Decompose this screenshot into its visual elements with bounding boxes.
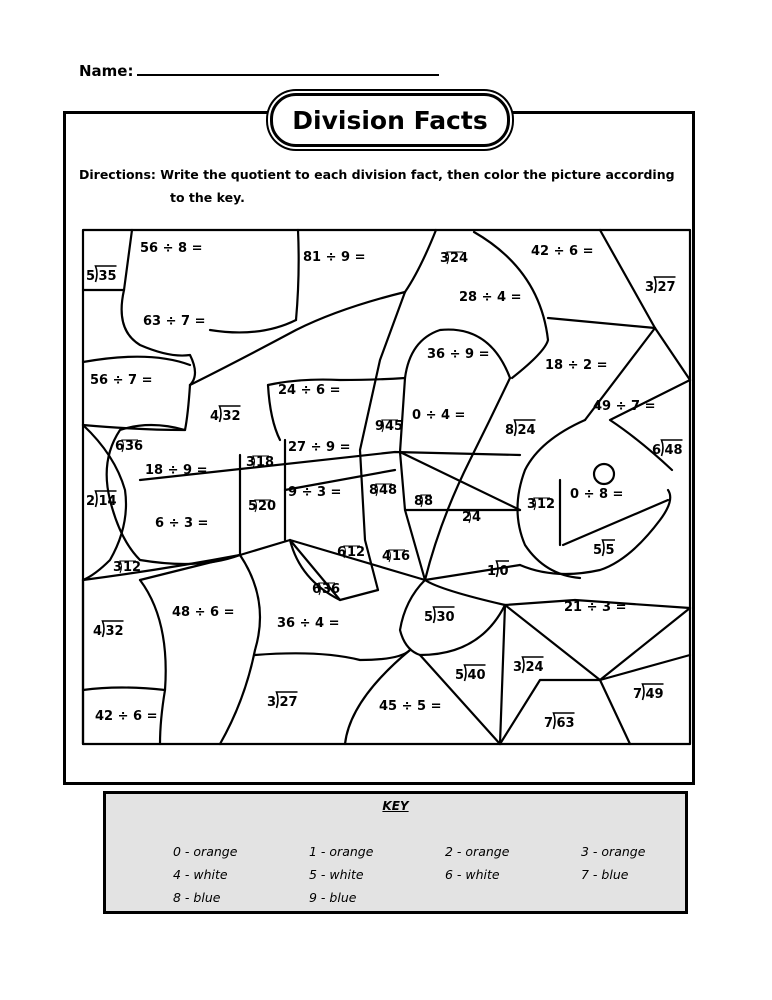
problem-label: 0 ÷ 8 = — [570, 487, 624, 502]
dividend: 35 — [98, 269, 117, 284]
divisor: 8 — [369, 483, 379, 498]
long-division-problem — [115, 439, 143, 454]
problem-label: 45 ÷ 5 = — [379, 699, 442, 714]
key-item: 0 - orange — [173, 844, 238, 859]
dividend: 12 — [537, 497, 556, 512]
divisor: 2 — [462, 510, 472, 525]
dividend: 30 — [436, 610, 455, 625]
long-division-problem — [86, 266, 117, 284]
long-division-problem — [369, 483, 397, 498]
problem-label: 63 ÷ 7 = — [143, 314, 206, 329]
dividend: 27 — [279, 695, 298, 710]
divisor: 4 — [93, 624, 103, 639]
long-division-problem — [652, 440, 683, 458]
dividend: 48 — [664, 443, 683, 458]
problem-label: 56 ÷ 8 = — [140, 241, 203, 256]
dividend: 63 — [556, 716, 575, 731]
problem-label: 6 ÷ 3 = — [155, 516, 209, 531]
divisor: 5 — [424, 610, 434, 625]
dividend: 12 — [347, 545, 366, 560]
dividend: 32 — [105, 624, 124, 639]
dividend: 45 — [385, 419, 404, 434]
long-division-problem — [414, 494, 433, 509]
key-item: 6 - white — [445, 867, 500, 882]
problem-label: 18 ÷ 9 = — [145, 463, 208, 478]
divisor: 5 — [86, 269, 96, 284]
problem-label: 27 ÷ 9 = — [288, 440, 351, 455]
problem-label: 9 ÷ 3 = — [288, 485, 342, 500]
long-division-problem — [375, 419, 403, 434]
divisor: 8 — [505, 423, 515, 438]
long-division-problem — [513, 657, 544, 675]
divisor: 6 — [312, 582, 322, 597]
long-division-problem — [645, 277, 676, 295]
long-division-problem — [312, 582, 340, 597]
divisor: 3 — [527, 497, 537, 512]
dividend: 49 — [645, 687, 664, 702]
long-division-problem — [593, 540, 615, 558]
dividend: 24 — [517, 423, 536, 438]
name-label: Name: — [79, 62, 134, 80]
key-item: 4 - white — [173, 867, 228, 882]
key-item: 1 - orange — [309, 844, 374, 859]
problem-label: 81 ÷ 9 = — [303, 250, 366, 265]
divisor: 7 — [633, 687, 643, 702]
problem-label: 42 ÷ 6 = — [95, 709, 158, 724]
divisor: 3 — [113, 560, 123, 575]
problem-label: 42 ÷ 6 = — [531, 244, 594, 259]
long-division-problem — [455, 665, 486, 683]
dividend: 0 — [499, 564, 509, 579]
divisor: 8 — [414, 494, 424, 509]
divisor: 3 — [513, 660, 523, 675]
long-division-problem — [86, 491, 117, 509]
problem-label: 18 ÷ 2 = — [545, 358, 608, 373]
divisor: 4 — [210, 409, 220, 424]
dividend: 18 — [256, 455, 275, 470]
divisor: 3 — [246, 455, 256, 470]
page-title: Division Facts — [270, 93, 510, 147]
key-item: 2 - orange — [445, 844, 510, 859]
key-title: KEY — [382, 799, 409, 813]
divisor: 5 — [455, 668, 465, 683]
long-division-problem — [246, 455, 274, 470]
dividend: 36 — [125, 439, 144, 454]
divisor: 3 — [267, 695, 277, 710]
divisor: 3 — [645, 280, 655, 295]
dividend: 48 — [379, 483, 398, 498]
problem-label: 36 ÷ 9 = — [427, 347, 490, 362]
dividend: 12 — [123, 560, 142, 575]
divisor: 6 — [115, 439, 125, 454]
long-division-problem — [424, 607, 455, 625]
dividend: 27 — [657, 280, 676, 295]
long-division-problem — [113, 560, 141, 575]
long-division-problem — [440, 251, 468, 266]
divisor: 5 — [248, 499, 258, 514]
dividend: 16 — [392, 549, 411, 564]
directions-line-2: to the key. — [170, 190, 245, 205]
problem-label: 24 ÷ 6 = — [278, 383, 341, 398]
problem-label: 36 ÷ 4 = — [277, 616, 340, 631]
long-division-problem — [544, 713, 575, 731]
long-division-problem — [527, 497, 555, 512]
divisor: 6 — [652, 443, 662, 458]
key-item: 9 - blue — [309, 890, 357, 905]
key-item: 3 - orange — [581, 844, 646, 859]
directions-line-1: Directions: Write the quotient to each division fact, then color the picture according — [79, 167, 675, 182]
divisor: 9 — [375, 419, 385, 434]
long-division-problem — [210, 406, 241, 424]
dividend: 24 — [450, 251, 469, 266]
divisor: 2 — [86, 494, 96, 509]
divisor: 6 — [337, 545, 347, 560]
long-division-problem — [382, 549, 410, 564]
long-division-problem — [248, 499, 276, 514]
dividend: 5 — [605, 543, 615, 558]
long-division-problem — [505, 420, 536, 438]
long-division-problem — [337, 545, 365, 560]
key-item: 5 - white — [309, 867, 364, 882]
problem-label: 28 ÷ 4 = — [459, 290, 522, 305]
problem-label: 49 ÷ 7 = — [593, 399, 656, 414]
divisor: 1 — [487, 564, 497, 579]
long-division-problem — [487, 561, 509, 579]
long-division-problem — [93, 621, 124, 639]
divisor: 3 — [440, 251, 450, 266]
long-division-problem — [633, 684, 664, 702]
long-division-problem — [462, 510, 481, 525]
long-division-problem — [267, 692, 298, 710]
key-item: 8 - blue — [173, 890, 221, 905]
key-item: 7 - blue — [581, 867, 629, 882]
dividend: 32 — [222, 409, 241, 424]
dividend: 14 — [98, 494, 117, 509]
divisor: 5 — [593, 543, 603, 558]
problem-label: 48 ÷ 6 = — [172, 605, 235, 620]
divisor: 4 — [382, 549, 392, 564]
color-key — [103, 791, 688, 914]
divisor: 7 — [544, 716, 554, 731]
dividend: 40 — [467, 668, 486, 683]
problem-label: 21 ÷ 3 = — [564, 600, 627, 615]
dividend: 20 — [258, 499, 277, 514]
dividend: 8 — [424, 494, 434, 509]
dividend: 24 — [525, 660, 544, 675]
problem-label: 56 ÷ 7 = — [90, 373, 153, 388]
problem-label: 0 ÷ 4 = — [412, 408, 466, 423]
dividend: 36 — [322, 582, 341, 597]
dividend: 4 — [472, 510, 482, 525]
